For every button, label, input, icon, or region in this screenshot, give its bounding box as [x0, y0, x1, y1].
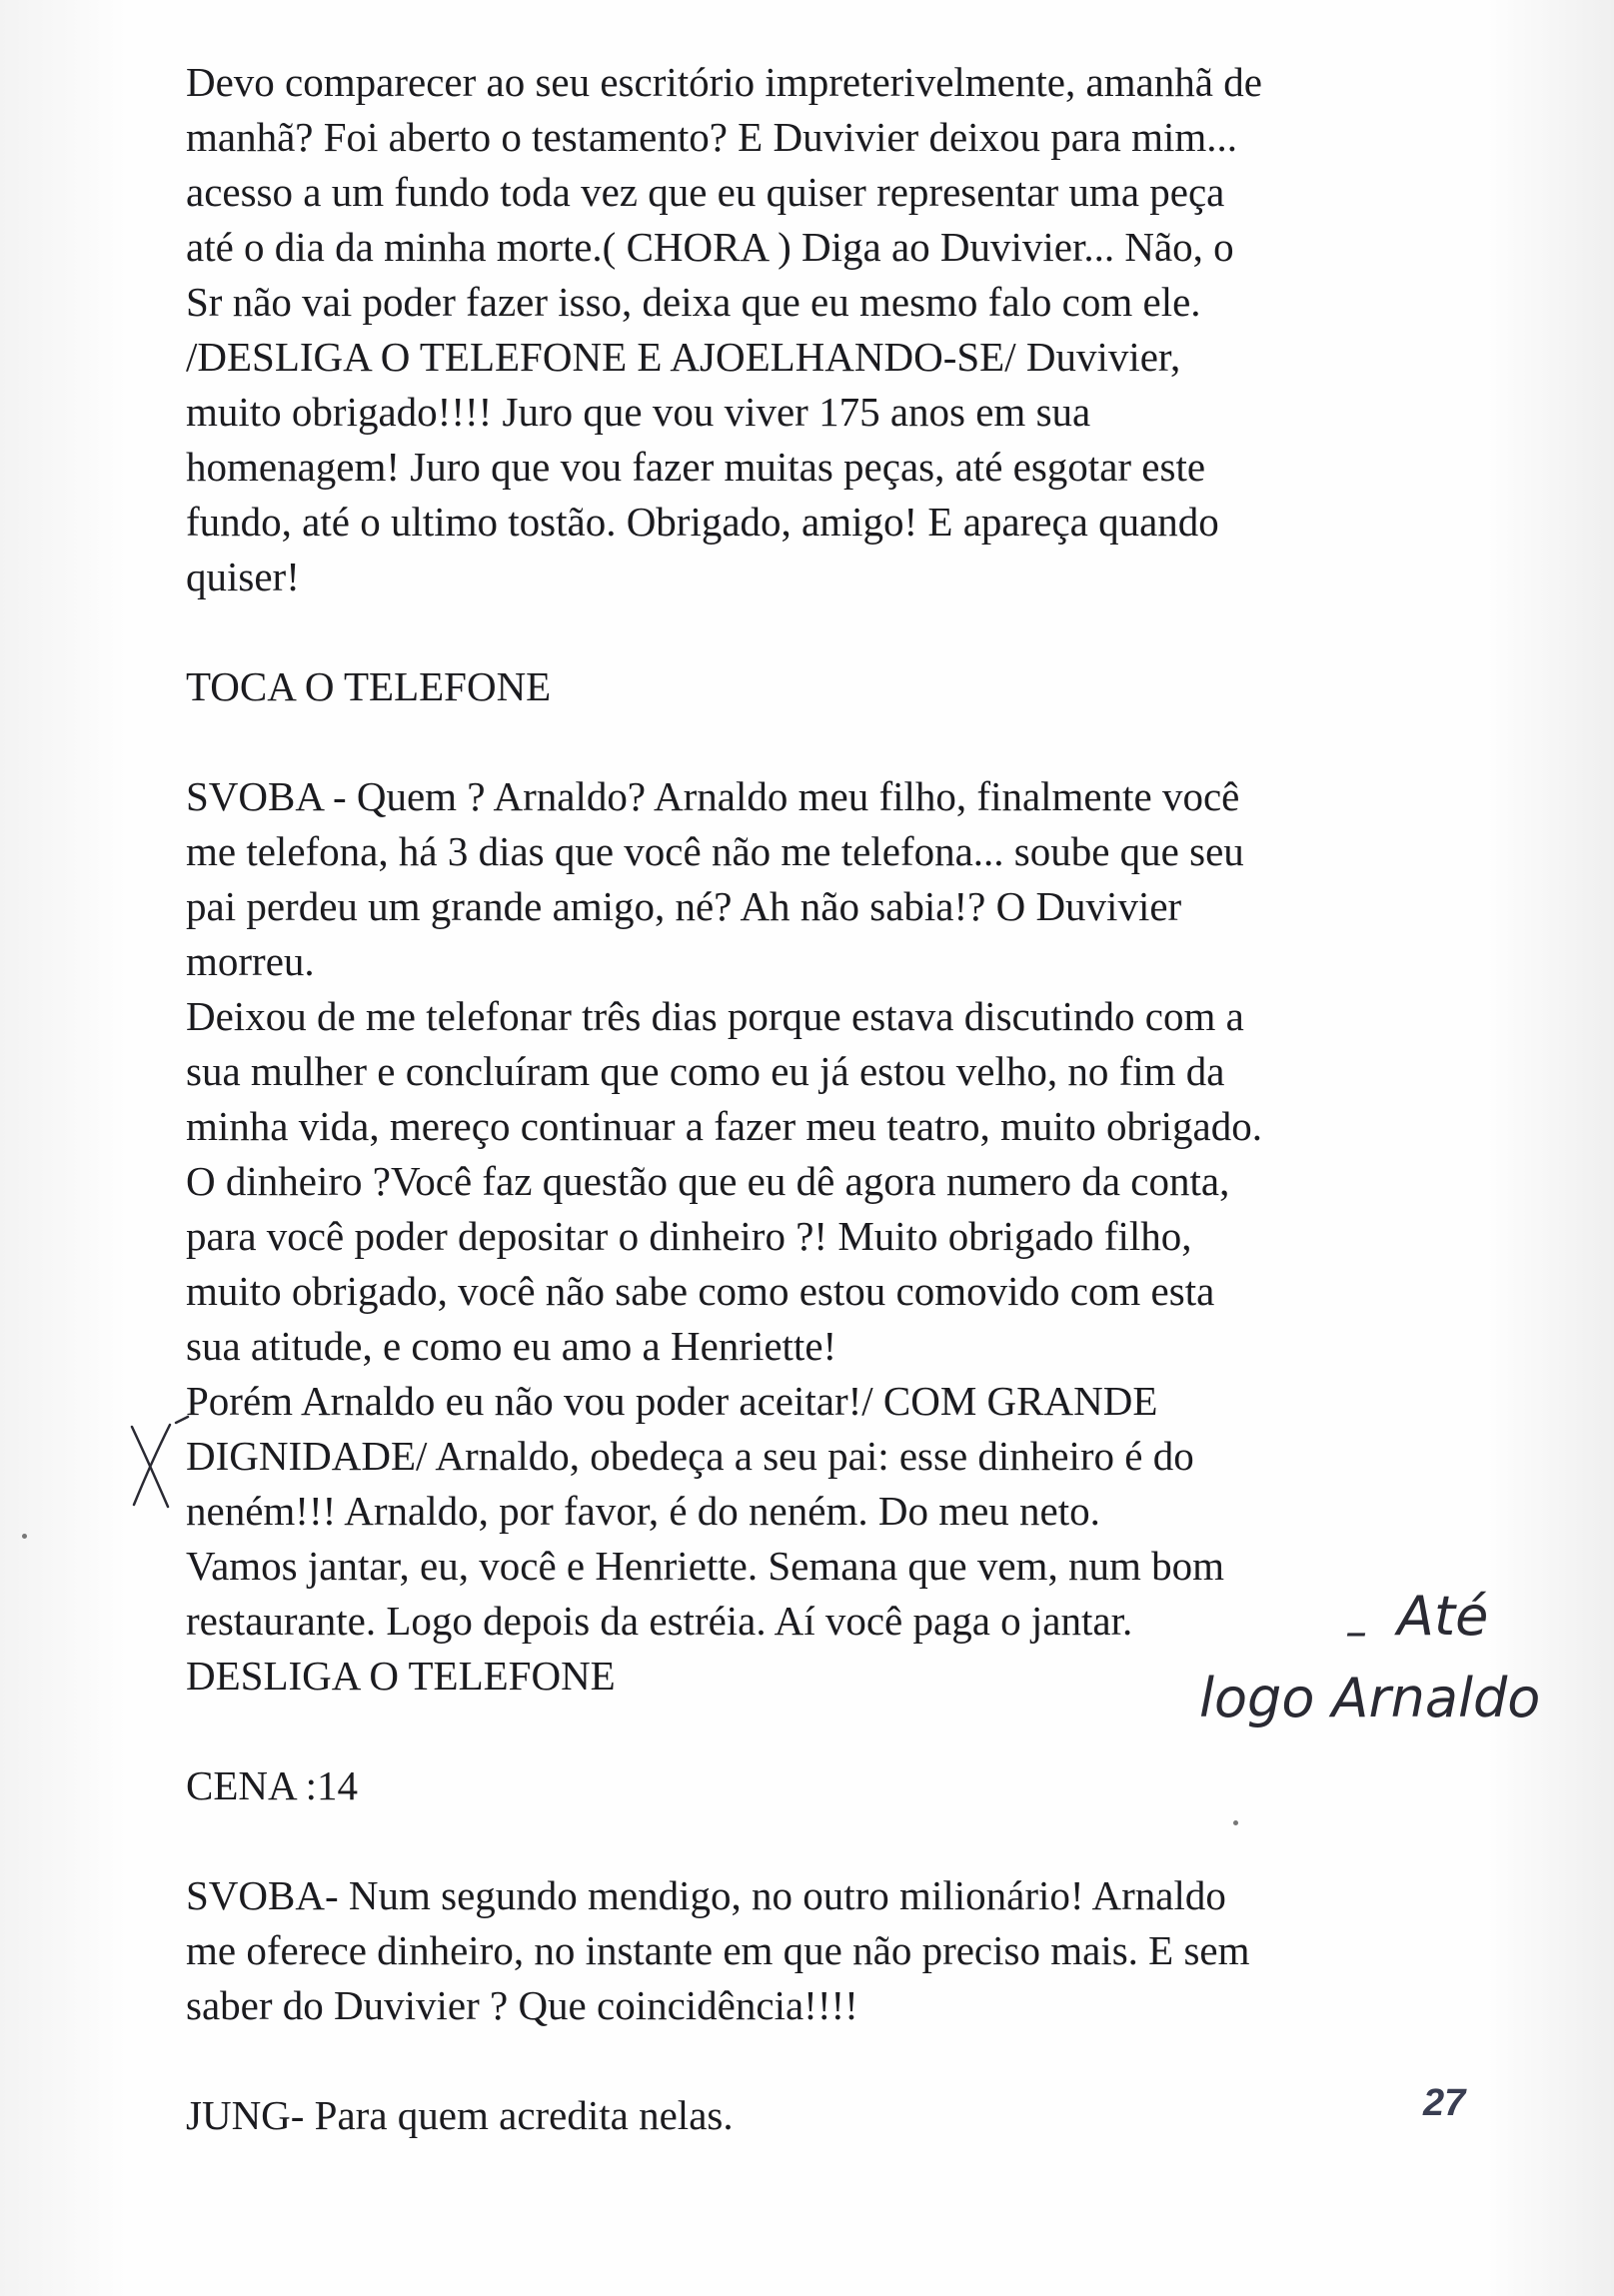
scene-heading: [186, 1758, 1485, 1813]
text-line: Deixou de me telefonar três dias porque estava discutindo com a: [186, 993, 1244, 1039]
text-line: quiser!: [186, 554, 300, 599]
handwritten-note-line1: Até: [1397, 1585, 1489, 1648]
text-line: restaurante. Logo depois da estréia. Aí você paga o jantar.: [186, 1598, 1133, 1644]
paragraph-svoba-coincidence: [186, 1868, 1485, 2033]
text-line: Sr não vai poder fazer isso, deixa que eu mesmo falo com ele.: [186, 279, 1201, 325]
text-line: muito obrigado, você não sabe como estou comovido com esta: [186, 1268, 1215, 1314]
paragraph-gap: [186, 1813, 1485, 1868]
text-line: manhã? Foi aberto o testamento? E Duvivier deixou para mim...: [186, 114, 1238, 160]
stage-direction-phone-rings: [186, 659, 1485, 714]
paragraph-jung: [186, 2088, 1485, 2143]
text-line: me oferece dinheiro, no instante em que não preciso mais. E sem: [186, 1927, 1250, 1973]
text-line: SVOBA- Num segundo mendigo, no outro milionário! Arnaldo: [186, 1872, 1226, 1918]
text-line: Porém Arnaldo eu não vou poder aceitar!/ COM GRANDE: [186, 1378, 1158, 1424]
text-line: até o dia da minha morte.( CHORA ) Diga ao Duvivier... Não, o: [186, 224, 1234, 270]
paragraph-testament: [186, 55, 1485, 604]
text-line: homenagem! Juro que vou fazer muitas peças, até esgotar este: [186, 444, 1206, 490]
script-text: [186, 55, 1485, 2143]
text-line: pai perdeu um grande amigo, né? Ah não sabia!? O Duvivier: [186, 883, 1182, 929]
text-line: fundo, até o ultimo tostão. Obrigado, amigo! E apareça quando: [186, 499, 1219, 545]
handwritten-dash: –: [1345, 1607, 1367, 1658]
text-line: minha vida, mereço continuar a fazer meu teatro, muito obrigado.: [186, 1103, 1262, 1149]
text-line: me telefona, há 3 dias que você não me telefona... soube que seu: [186, 828, 1244, 874]
text-line: acesso a um fundo toda vez que eu quiser representar uma peça: [186, 169, 1225, 215]
text-line: sua mulher e concluíram que como eu já estou velho, no fim da: [186, 1048, 1225, 1094]
handwritten-x-mark: [118, 1409, 198, 1519]
text-line: saber do Duvivier ? Que coincidência!!!!: [186, 1982, 858, 2028]
text-line: neném!!! Arnaldo, por favor, é do neném. Do meu neto.: [186, 1488, 1100, 1534]
text-line: CENA :14: [186, 1762, 358, 1808]
text-line: DIGNIDADE/ Arnaldo, obedeça a seu pai: esse dinheiro é do: [186, 1433, 1194, 1479]
speck: [1233, 1820, 1238, 1825]
text-line: /DESLIGA O TELEFONE E AJOELHANDO-SE/ Duvivier,: [186, 334, 1181, 380]
paragraph-svoba-arnaldo: [186, 769, 1485, 1704]
text-line: DESLIGA O TELEFONE: [186, 1653, 616, 1699]
paragraph-gap: [186, 604, 1485, 659]
text-line: muito obrigado!!!! Juro que vou viver 175 anos em sua: [186, 389, 1091, 435]
paragraph-gap: [186, 714, 1485, 769]
text-line: para você poder depositar o dinheiro ?! Muito obrigado filho,: [186, 1213, 1192, 1259]
text-line: JUNG- Para quem acredita nelas.: [186, 2092, 734, 2138]
text-line: Vamos jantar, eu, você e Henriette. Semana que vem, num bom: [186, 1543, 1224, 1589]
text-line: O dinheiro ?Você faz questão que eu dê agora numero da conta,: [186, 1158, 1230, 1204]
text-line: TOCA O TELEFONE: [186, 663, 552, 709]
speck: [22, 1534, 27, 1539]
text-line: SVOBA - Quem ? Arnaldo? Arnaldo meu filho, finalmente você: [186, 773, 1240, 819]
handwritten-note-line2: logo Arnaldo: [1199, 1667, 1541, 1729]
page-number: 27: [1423, 2082, 1466, 2124]
text-line: sua atitude, e como eu amo a Henriette!: [186, 1323, 837, 1369]
text-line: Devo comparecer ao seu escritório impreterivelmente, amanhã de: [186, 59, 1262, 105]
text-line: morreu.: [186, 938, 315, 984]
paragraph-gap: [186, 2033, 1485, 2088]
